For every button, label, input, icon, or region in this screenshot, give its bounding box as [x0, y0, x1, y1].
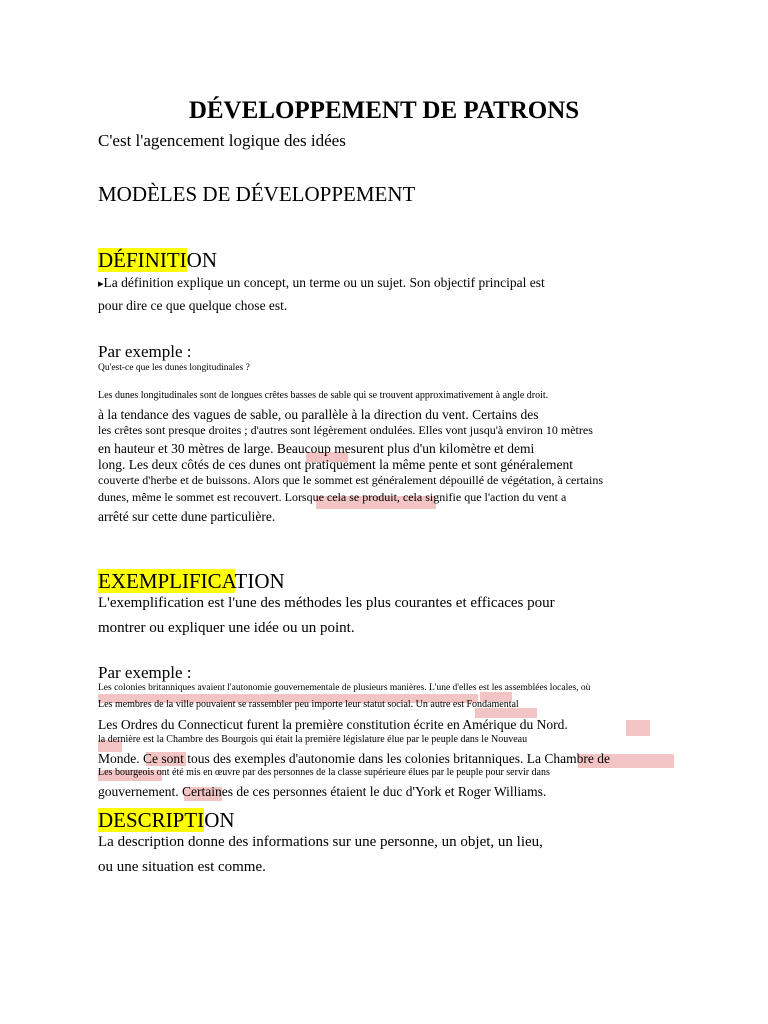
- definition-para-line: arrêté sur cette dune particulière.: [98, 509, 276, 524]
- page-subtitle: C'est l'agencement logique des idées: [98, 131, 346, 150]
- definition-line-1: [98, 276, 545, 290]
- definition-para-line: dunes, même le sommet est recouvert. Lorsque cela se produit, cela signifie que l'action du vent a: [98, 490, 567, 504]
- definition-heading: [98, 250, 217, 271]
- description-heading: [98, 810, 235, 831]
- page-title: DÉVELOPPEMENT DE PATRONS: [188, 97, 580, 124]
- definition-question: Qu'est-ce que les dunes longitudinales ?: [98, 363, 250, 373]
- definition-text-1: La définition explique un concept, un terme ou un sujet. Son objectif principal est: [103, 275, 545, 290]
- definition-para-line: en hauteur et 30 mètres de large. Beaucoup mesurent plus d'un kilomètre et demi: [98, 441, 535, 456]
- definition-para-line: à la tendance des vagues de sable, ou parallèle à la direction du vent. Certains des: [98, 407, 539, 422]
- exemplification-heading-highlight: EXEMPLIFICA: [98, 569, 235, 593]
- exemplification-para-line: Monde. Ce sont tous des exemples d'autonomie dans les colonies britanniques. La Chambre de: [98, 751, 610, 766]
- definition-line-2: pour dire ce que quelque chose est.: [98, 298, 288, 313]
- definition-heading-highlight: DÉFINITI: [98, 248, 187, 272]
- description-heading-rest: ON: [204, 808, 235, 832]
- exemplification-example-label: Par exemple :: [98, 663, 192, 682]
- exemplification-line-1: L'exemplification est l'une des méthodes les plus courantes et efficaces pour: [98, 595, 555, 611]
- exemplification-line-2: montrer ou expliquer une idée ou un point.: [98, 620, 355, 636]
- models-heading: MODÈLES DE DÉVELOPPEMENT: [98, 182, 416, 206]
- definition-para-line: couverte d'herbe et de buissons. Alors que le sommet est généralement dépouillé de végétation, à certains: [98, 473, 603, 487]
- definition-example-label: Par exemple :: [98, 342, 192, 361]
- exemplification-para-line: Les membres de la ville pouvaient se rassembler peu importe leur statut social. Un autre est Fondamental: [98, 699, 519, 710]
- exemplification-para-line: Les Ordres du Connecticut furent la première constitution écrite en Amérique du Nord.: [98, 717, 568, 732]
- exemplification-para-line: la dernière est la Chambre des Bourgois qui était la première législature élue par le peuple dans le Nouveau: [98, 734, 528, 745]
- description-line-2: ou une situation est comme.: [98, 859, 266, 875]
- exemplification-heading: [98, 571, 285, 592]
- pink-highlight: [626, 720, 650, 736]
- description-heading-highlight: DESCRIPTI: [98, 808, 205, 832]
- definition-para-line: long. Les deux côtés de ces dunes ont pratiquement la même pente et sont généralement: [98, 457, 573, 472]
- bullet-icon: ▸: [98, 278, 104, 290]
- definition-para-line: Les dunes longitudinales sont de longues crêtes basses de sable qui se trouvent approximativement à angle droit.: [98, 390, 549, 401]
- exemplification-para-line: Les bourgeois ont été mis en œuvre par des personnes de la classe supérieure élues par le peuple pour servir dans: [98, 767, 550, 778]
- exemplification-para-line: gouvernement. Certaines de ces personnes étaient le duc d'York et Roger Williams.: [98, 784, 547, 799]
- definition-para-line: les crêtes sont presque droites ; d'autres sont légèrement ondulées. Elles vont jusqu'à environ 10 mètres: [98, 423, 593, 437]
- description-line-1: La description donne des informations sur une personne, un objet, un lieu,: [98, 834, 543, 850]
- exemplification-para-line: Les colonies britanniques avaient l'autonomie gouvernementale de plusieurs manières. L'une d'elles est les assemblées locales, où: [98, 683, 591, 693]
- exemplification-heading-rest: TION: [234, 569, 285, 593]
- definition-heading-rest: ON: [186, 248, 217, 272]
